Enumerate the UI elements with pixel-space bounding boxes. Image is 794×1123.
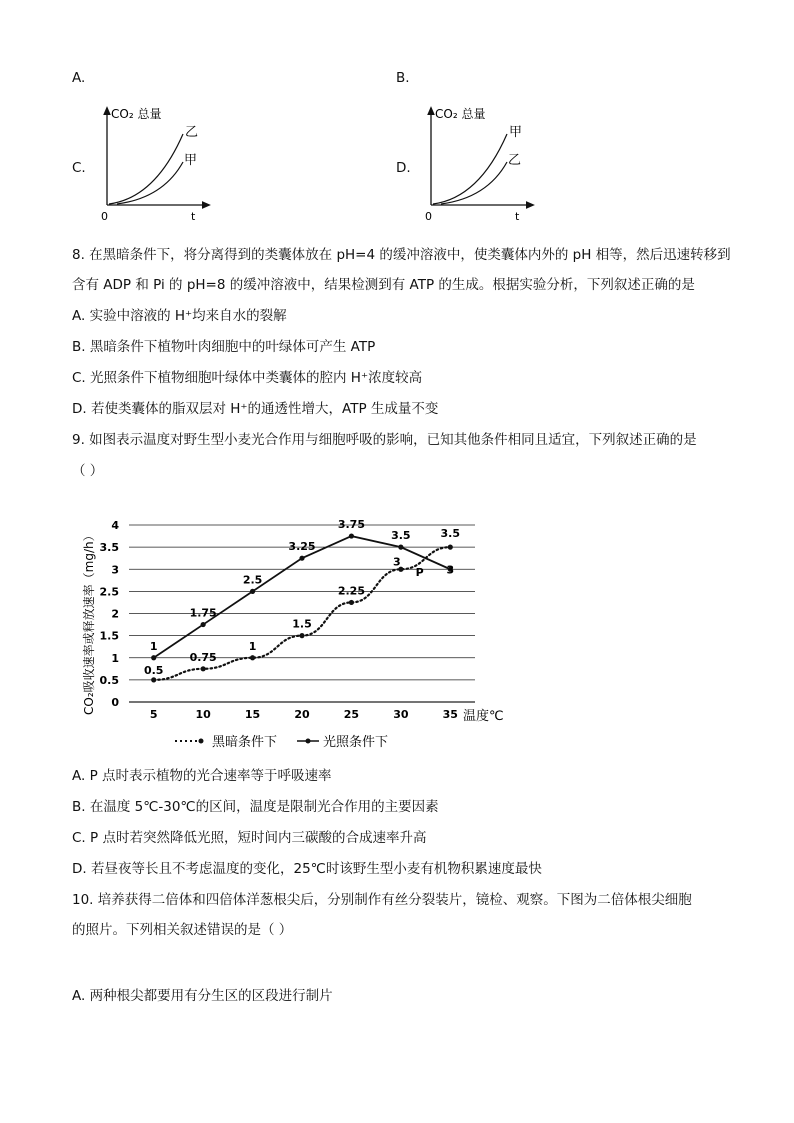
graph-xlabel: t (515, 210, 520, 223)
option-c-graph (95, 100, 215, 225)
point-p-label: P (415, 565, 424, 579)
dark-data-label: 1 (248, 639, 257, 653)
light-data-label: 3.25 (288, 540, 316, 554)
graph-origin: 0 (425, 210, 432, 223)
y-tick-label: 3.5 (99, 541, 119, 555)
y-tick-label: 2.5 (99, 585, 119, 599)
light-data-label: 3.75 (337, 518, 365, 532)
curve-upper-label: 甲 (509, 125, 523, 140)
light-point (250, 589, 255, 594)
light-data-label: 3.5 (391, 529, 411, 543)
graph-ylabel: CO₂ 总量 (435, 107, 486, 121)
y-tick-label: 0 (111, 696, 119, 709)
dark-point (448, 545, 453, 550)
dark-data-label: 3 (393, 555, 401, 569)
chart-y-ticks (100, 519, 120, 709)
q9-stem-line2: （ ） (72, 463, 104, 479)
option-d-graph (419, 100, 539, 225)
light-point (151, 655, 156, 660)
light-data-label: 1.75 (189, 606, 217, 620)
curve-lower-label: 乙 (508, 153, 522, 168)
x-tick-label: 25 (343, 708, 360, 721)
y-tick-label: 2 (111, 607, 119, 621)
q9-option-b: B. 在温度 5℃-30℃的区间，温度是限制光合作用的主要因素 (72, 799, 439, 815)
chart-xlabel: 温度℃ (463, 709, 504, 724)
q8-stem-line2: 含有 ADP 和 Pi 的 pH=8 的缓冲溶液中，结果检测到有 ATP 的生成。根据实验分析，下列叙述正确的是 (72, 277, 695, 293)
light-data-label: 1 (149, 639, 158, 653)
option-a-label: A. (72, 70, 86, 86)
curve-lower (441, 162, 507, 204)
y-tick-label: 1.5 (99, 629, 119, 643)
dark-point (151, 677, 156, 682)
curve-upper (109, 134, 183, 204)
dark-point (250, 655, 255, 660)
q10-stem-line2: 的照片。下列相关叙述错误的是（ ） (72, 922, 293, 938)
legend-light-marker (306, 739, 311, 744)
legend-dark-marker (199, 739, 204, 744)
q8-option-b: B. 黑暗条件下植物叶肉细胞中的叶绿体可产生 ATP (72, 339, 376, 355)
dark-data-label: 0.75 (189, 650, 217, 664)
curve-upper (433, 134, 507, 204)
option-b-label: B. (396, 70, 410, 86)
dark-point (201, 666, 206, 671)
series-light-line (154, 536, 451, 658)
q9-option-c: C. P 点时若突然降低光照，短时间内三碳酸的合成速率升高 (72, 830, 427, 846)
curve-lower-label: 甲 (184, 153, 198, 168)
x-tick-label: 5 (149, 708, 158, 721)
curve-upper-label: 乙 (185, 125, 199, 140)
light-data-label: 2.5 (242, 573, 263, 587)
q10-stem-line1: 10. 培养获得二倍体和四倍体洋葱根尖后，分别制作有丝分裂装片，镜检、观察。下图为二倍体根尖细胞 (72, 892, 692, 908)
x-tick-label: 15 (244, 708, 261, 721)
dark-data-label: 2.25 (337, 584, 365, 598)
x-tick-label: 10 (195, 708, 211, 721)
light-point (299, 556, 304, 561)
dark-point (299, 633, 304, 638)
light-point (349, 533, 354, 538)
option-d-label: D. (396, 160, 411, 176)
legend-dark-label: 黑暗条件下 (212, 735, 278, 750)
option-c-label: C. (72, 160, 86, 176)
chart-x-ticks (150, 708, 458, 721)
x-tick-label: 30 (393, 708, 409, 721)
legend-light-label: 光照条件下 (323, 735, 389, 750)
x-tick-label: 35 (442, 708, 458, 721)
dark-data-label: 0.5 (143, 663, 164, 677)
q8-stem-line1: 8. 在黑暗条件下，将分离得到的类囊体放在 pH=4 的缓冲溶液中，使类囊体内外的 pH 相等，然后迅速转移到 (72, 247, 731, 263)
q8-option-c: C. 光照条件下植物细胞叶绿体中类囊体的腔内 H⁺浓度较高 (72, 370, 423, 386)
q8-option-d: D. 若使类囊体的脂双层对 H⁺的通透性增大，ATP 生成量不变 (72, 401, 439, 417)
chart-ylabel: CO₂吸收速率或释放速率（mg/h） (82, 529, 96, 715)
q9-option-a: A. P 点时表示植物的光合速率等于呼吸速率 (72, 768, 332, 784)
q8-option-a: A. 实验中溶液的 H⁺均来自水的裂解 (72, 308, 287, 324)
dark-data-label: 3.5 (440, 527, 461, 541)
light-point (201, 622, 206, 627)
dark-data-label: 1.5 (292, 617, 312, 631)
y-tick-label: 3 (111, 563, 119, 577)
curve-lower (117, 162, 183, 204)
light-point (398, 545, 403, 550)
y-tick-label: 0.5 (99, 673, 119, 687)
y-tick-label: 4 (111, 519, 119, 532)
q10-option-a: A. 两种根尖都要用有分生区的区段进行制片 (72, 988, 333, 1004)
graph-xlabel: t (191, 210, 196, 223)
temperature-co2-chart (75, 505, 515, 755)
graph-origin: 0 (101, 210, 108, 223)
graph-ylabel: CO₂ 总量 (111, 107, 162, 121)
y-tick-label: 1 (111, 651, 119, 665)
light-data-label: 3 (446, 563, 455, 577)
x-tick-label: 20 (294, 708, 310, 721)
series-light (150, 518, 454, 660)
q9-option-d: D. 若昼夜等长且不考虑温度的变化，25℃时该野生型小麦有机物积累速度最快 (72, 861, 542, 877)
chart-legend (175, 734, 388, 750)
dark-point (349, 600, 354, 605)
q9-stem-line1: 9. 如图表示温度对野生型小麦光合作用与细胞呼吸的影响，已知其他条件相同且适宜，下列叙述正确的是 (72, 432, 697, 448)
